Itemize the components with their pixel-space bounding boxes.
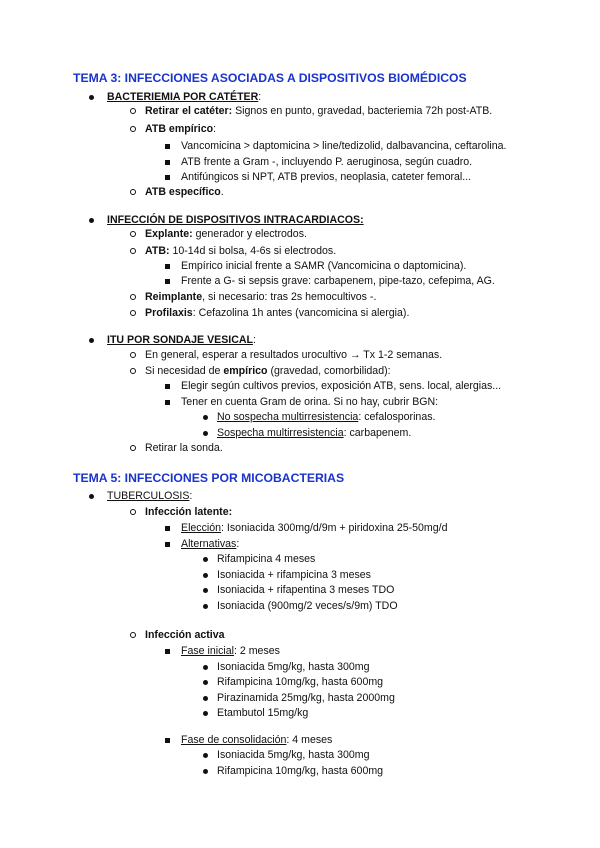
bullet-disc-icon bbox=[203, 588, 208, 593]
tuberculosis-heading: TUBERCULOSIS bbox=[107, 490, 190, 502]
atb-line: ATB: 10-14d si bolsa, 4-6s si electrodos. bbox=[145, 245, 337, 257]
bullet-square-icon bbox=[165, 384, 170, 389]
bullet-square-icon bbox=[165, 542, 170, 547]
infeccion-activa-label: Infección activa bbox=[145, 629, 225, 641]
bullet-disc-icon bbox=[203, 665, 208, 670]
alternativas-line: Alternativas: bbox=[181, 538, 240, 550]
list-item: ATB frente a Gram -, incluyendo P. aeruginosa, según cuadro. bbox=[181, 156, 473, 168]
eleccion-line: Elección: Isoniacida 300mg/d/9m + piridoxina 25-50mg/d bbox=[181, 522, 448, 534]
bullet-circle-icon bbox=[130, 509, 136, 515]
list-item: Frente a G- si sepsis grave: carbapenem, pipe-tazo, cefepima, AG. bbox=[181, 275, 495, 287]
list-item: Pirazinamida 25mg/kg, hasta 2000mg bbox=[217, 692, 395, 704]
bullet-circle-icon bbox=[130, 632, 136, 638]
atb-empirico-line: ATB empírico: bbox=[145, 123, 217, 135]
bullet-disc-icon bbox=[203, 415, 208, 420]
reimplante-line: Reimplante, si necesario: tras 2s hemocultivos -. bbox=[145, 291, 377, 303]
fase-inicial-line: Fase inicial: 2 meses bbox=[181, 645, 280, 657]
bullet-disc-icon bbox=[203, 604, 208, 609]
list-item: Empírico inicial frente a SAMR (Vancomicina o daptomicina). bbox=[181, 260, 467, 272]
bullet-disc-icon bbox=[203, 769, 208, 774]
intracardiacos-heading-line bbox=[107, 213, 364, 228]
bullet-circle-icon bbox=[130, 108, 136, 114]
bullet-circle-icon bbox=[130, 368, 136, 374]
bullet-disc-icon bbox=[89, 338, 94, 343]
bullet-disc-icon bbox=[89, 494, 94, 499]
bacteriemia-heading: BACTERIEMIA POR CATÉTER bbox=[107, 91, 259, 103]
bullet-circle-icon bbox=[130, 310, 136, 316]
bullet-disc-icon bbox=[203, 696, 208, 701]
list-item: Isoniacida + rifapentina 3 meses TDO bbox=[217, 584, 395, 596]
bullet-disc-icon bbox=[203, 680, 208, 685]
bullet-circle-icon bbox=[130, 126, 136, 132]
list-item: Isoniacida + rifampicina 3 meses bbox=[217, 569, 371, 581]
bullet-disc-icon bbox=[203, 573, 208, 578]
intracardiacos-heading: INFECCIÓN DE DISPOSITIVOS INTRACARDIACOS: bbox=[107, 214, 364, 226]
bullet-disc-icon bbox=[89, 95, 94, 100]
bullet-square-icon bbox=[165, 526, 170, 531]
empirico-line: Si necesidad de empírico (gravedad, comorbilidad): bbox=[145, 365, 391, 377]
tuberculosis-heading-line: TUBERCULOSIS: bbox=[107, 490, 193, 502]
bullet-square-icon bbox=[165, 160, 170, 165]
list-item: Rifampicina 10mg/kg, hasta 600mg bbox=[217, 765, 384, 777]
profilaxis-line: Profilaxis: Cefazolina 1h antes (vancomicina si alergia). bbox=[145, 307, 410, 319]
list-item: Isoniacida 5mg/kg, hasta 300mg bbox=[217, 661, 370, 673]
itu-heading: ITU POR SONDAJE VESICAL bbox=[107, 334, 253, 346]
list-item: Isoniacida 5mg/kg, hasta 300mg bbox=[217, 749, 370, 761]
list-item: En general, esperar a resultados urocultivo → Tx 1-2 semanas. bbox=[145, 349, 443, 361]
bullet-square-icon bbox=[165, 649, 170, 654]
list-item: Vancomicina > daptomicina > line/tedizolid, dalbavancina, ceftarolina. bbox=[181, 140, 507, 152]
list-item: Elegir según cultivos previos, exposición ATB, sens. local, alergias... bbox=[181, 380, 502, 392]
atb-especifico-line: ATB específico. bbox=[145, 186, 224, 198]
bullet-disc-icon bbox=[203, 431, 208, 436]
infeccion-latente-label: Infección latente: bbox=[145, 506, 233, 518]
list-item: Isoniacida (900mg/2 veces/s/9m) TDO bbox=[217, 600, 398, 612]
bullet-disc-icon bbox=[203, 557, 208, 562]
bullet-circle-icon bbox=[130, 189, 136, 195]
bacteriemia-heading-line: BACTERIEMIA POR CATÉTER: bbox=[107, 91, 262, 103]
multirresistencia-line: Sospecha multirresistencia: carbapenem. bbox=[217, 427, 412, 439]
bullet-square-icon bbox=[165, 400, 170, 405]
bullet-square-icon bbox=[165, 144, 170, 149]
list-item: Etambutol 15mg/kg bbox=[217, 707, 309, 719]
bullet-disc-icon bbox=[203, 753, 208, 758]
list-item: Antifúngicos si NPT, ATB previos, neoplasia, cateter femoral... bbox=[181, 171, 472, 183]
bullet-circle-icon bbox=[130, 248, 136, 254]
bullet-circle-icon bbox=[130, 352, 136, 358]
bullet-square-icon bbox=[165, 264, 170, 269]
list-item: Tener en cuenta Gram de orina. Si no hay, cubrir BGN: bbox=[181, 396, 439, 408]
bullet-disc-icon bbox=[89, 218, 94, 223]
no-multirresistencia-line: No sospecha multirresistencia: cefalosporinas. bbox=[217, 411, 436, 423]
bullet-circle-icon bbox=[130, 231, 136, 237]
tema5-title: TEMA 5: INFECCIONES POR MICOBACTERIAS bbox=[73, 471, 345, 485]
bullet-square-icon bbox=[165, 738, 170, 743]
list-item: Rifampicina 10mg/kg, hasta 600mg bbox=[217, 676, 384, 688]
itu-heading-line: ITU POR SONDAJE VESICAL: bbox=[107, 334, 256, 346]
bullet-disc-icon bbox=[203, 711, 208, 716]
list-item: Rifampicina 4 meses bbox=[217, 553, 316, 565]
list-item: Retirar la sonda. bbox=[145, 442, 223, 454]
explante-line: Explante: generador y electrodos. bbox=[145, 228, 307, 240]
tema3-title: TEMA 3: INFECCIONES ASOCIADAS A DISPOSITIVOS BIOMÉDICOS bbox=[73, 71, 467, 85]
retirar-cateter-line: Retirar el catéter: Signos en punto, gravedad, bacteriemia 72h post-ATB. bbox=[145, 105, 493, 117]
bullet-circle-icon bbox=[130, 294, 136, 300]
bullet-square-icon bbox=[165, 175, 170, 180]
fase-consolidacion-line: Fase de consolidación: 4 meses bbox=[181, 734, 333, 746]
bullet-square-icon bbox=[165, 279, 170, 284]
bullet-circle-icon bbox=[130, 445, 136, 451]
